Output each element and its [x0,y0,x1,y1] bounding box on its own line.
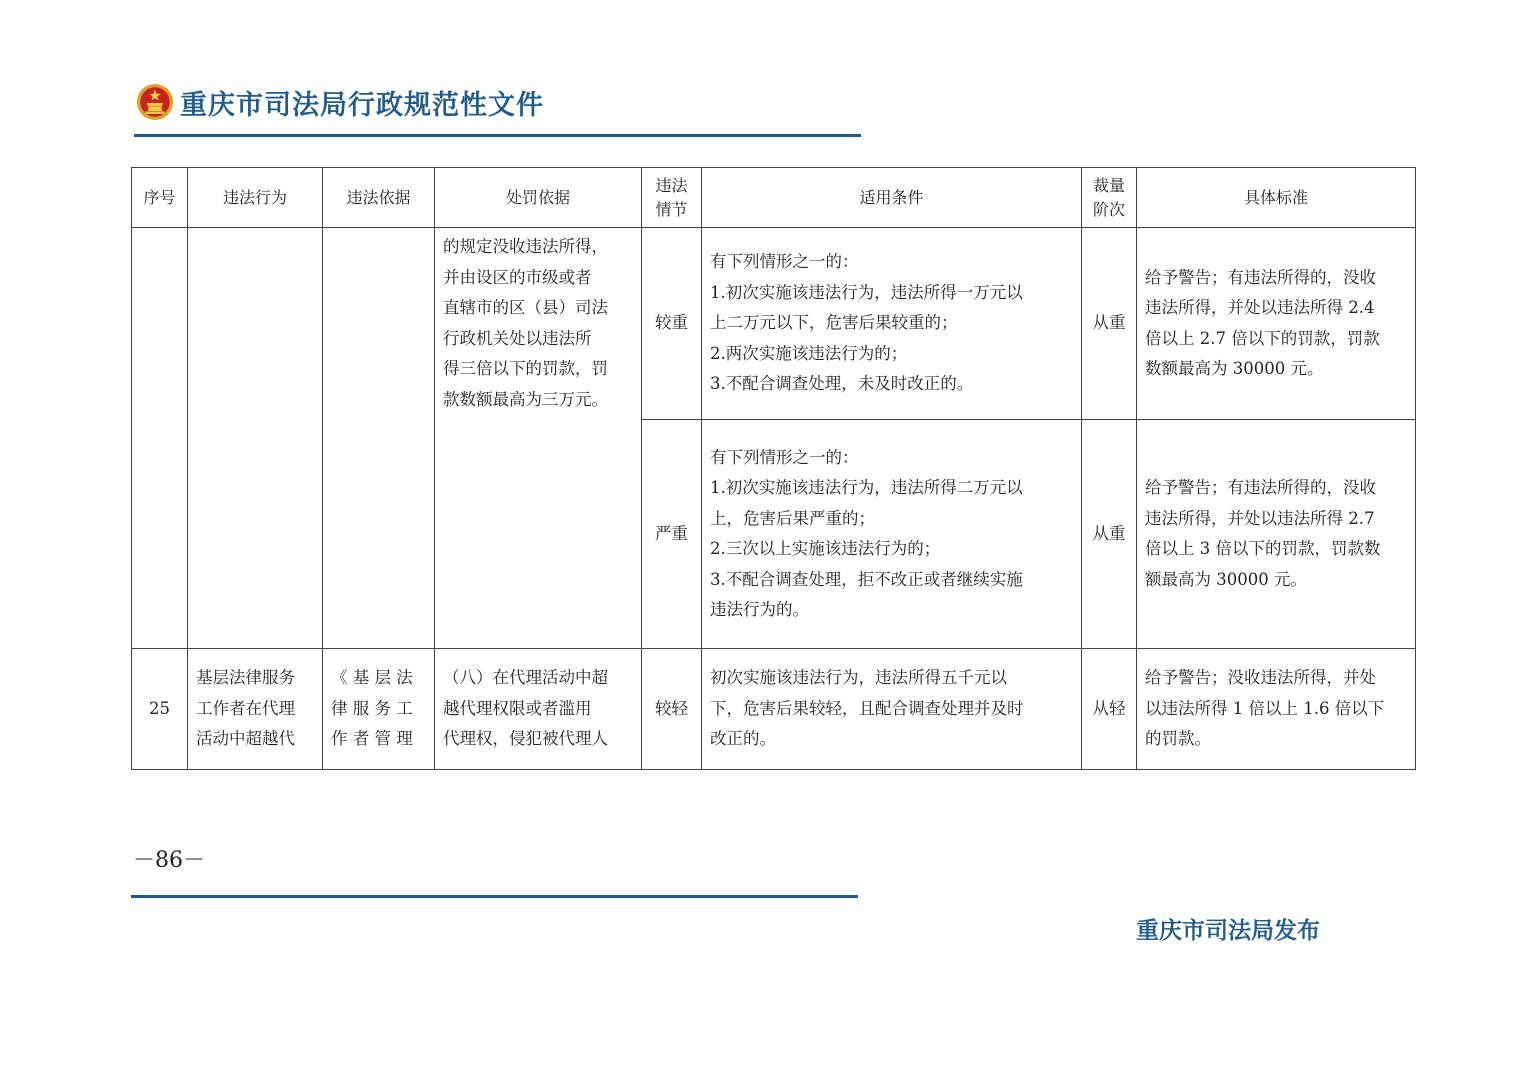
law-cell: 《 基 层 法 律 服 务 工 作 者 管 理 [323,649,435,770]
conditions-cell: 有下列情形之一的： 1.初次实施该违法行为，违法所得一万元以 上二万元以下，危害后果较重的； 2.两次实施该违法行为的； 3.不配合调查处理，未及时改正的。 [702,228,1082,420]
row-number-cell: 25 [132,649,188,770]
national-emblem-icon [136,83,174,121]
header-cell: 适用条件 [702,168,1082,228]
header-cell: 序号 [132,168,188,228]
header-cell: 违法行为 [188,168,323,228]
header-cell: 违法依据 [323,168,435,228]
severity-cell: 较重 [642,228,702,420]
standard-cell: 给予警告；有违法所得的，没收 违法所得，并处以违法所得 2.4 倍以上 2.7 倍以下的罚款，罚款 数额最高为 30000 元。 [1137,228,1416,420]
header-title: 重庆市司法局行政规范性文件 [180,89,544,121]
table-header-row [132,168,1416,228]
table-row [132,649,1416,770]
act-cell: 基层法律服务 工作者在代理 活动中超越代 [188,649,323,770]
conditions-cell: 有下列情形之一的： 1.初次实施该违法行为，违法所得二万元以 上，危害后果严重的； 2.三次以上实施该违法行为的； 3.不配合调查处理，拒不改正或者继续实施 违法行为的。 [702,420,1082,649]
discretion-level-cell: 从重 [1082,420,1137,649]
table-row [132,228,1416,420]
header-rule [134,134,861,137]
standard-cell: 给予警告；没收违法所得，并处 以违法所得 1 倍以上 1.6 倍以下 的罚款。 [1137,649,1416,770]
footer-rule [131,895,858,898]
severity-cell: 较轻 [642,649,702,770]
conditions-cell: 初次实施该违法行为，违法所得五千元以 下，危害后果较轻，且配合调查处理并及时 改正的。 [702,649,1082,770]
header-cell: 具体标准 [1137,168,1416,228]
publisher-label: 重庆市司法局发布 [1136,918,1320,944]
header-cell: 违法情节 [642,168,702,228]
header-cell: 处罚依据 [435,168,642,228]
act-cell [188,228,323,649]
law-cell [323,228,435,649]
discretion-level-cell: 从轻 [1082,649,1137,770]
severity-cell: 严重 [642,420,702,649]
document-header [136,80,544,124]
penalty-basis-cell: （八）在代理活动中超 越代理权限或者滥用 代理权，侵犯被代理人 [435,649,642,770]
penalty-standard-table [131,167,1416,770]
header-cell: 裁量阶次 [1082,168,1137,228]
page-number: －86－ [133,848,205,873]
discretion-level-cell: 从重 [1082,228,1137,420]
penalty-basis-cell: 的规定没收违法所得， 并由设区的市级或者 直辖市的区（县）司法 行政机关处以违法所 得三倍以下的罚款，罚 款数额最高为三万元。 [435,228,642,649]
standard-cell: 给予警告；有违法所得的，没收 违法所得，并处以违法所得 2.7 倍以上 3 倍以下的罚款，罚款数 额最高为 30000 元。 [1137,420,1416,649]
row-number-cell [132,228,188,649]
